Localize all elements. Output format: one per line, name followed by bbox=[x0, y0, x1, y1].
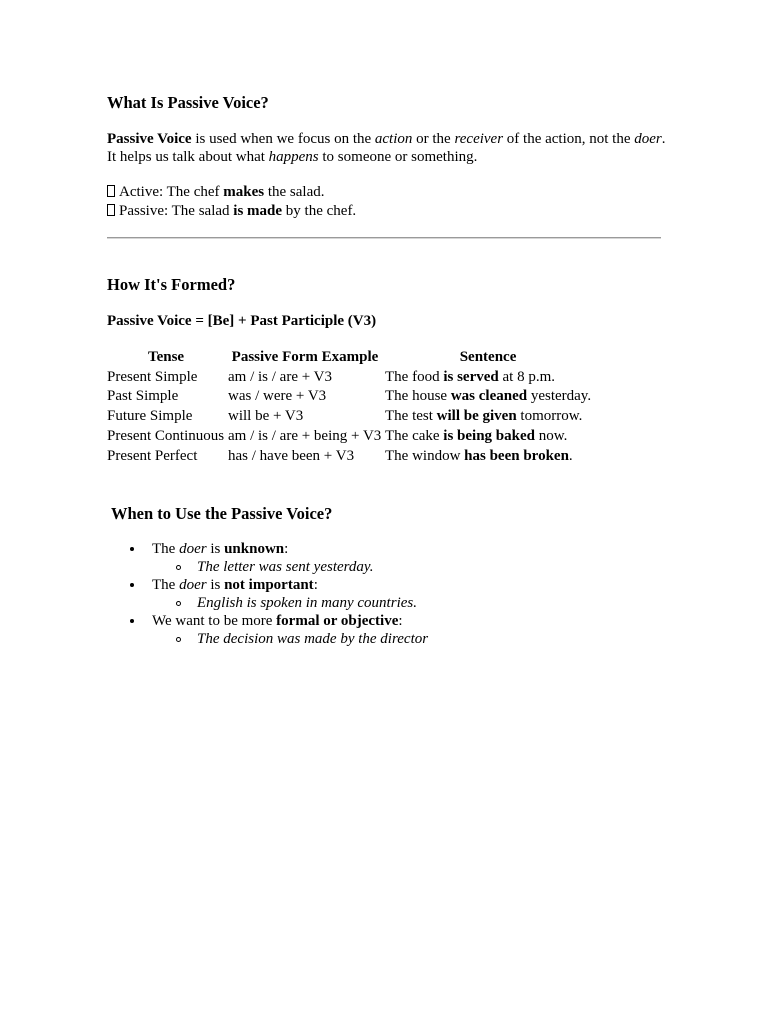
cell-form: am / is / are + being + V3 bbox=[228, 427, 382, 444]
table-row bbox=[106, 387, 593, 407]
intro-text: is used when we focus on the bbox=[191, 131, 375, 147]
intro-text: or the bbox=[412, 131, 455, 147]
header-sentence: Sentence bbox=[459, 349, 517, 365]
table-row bbox=[106, 447, 593, 467]
passive-verb: is made bbox=[233, 203, 283, 219]
sub-list-item: The letter was sent yesterday. bbox=[152, 558, 670, 576]
active-prefix: Active: The chef bbox=[119, 184, 224, 200]
intro-paragraph bbox=[107, 130, 667, 166]
term-passive-voice: Passive Voice bbox=[107, 131, 192, 147]
usage-list bbox=[110, 540, 670, 648]
sentence-pre: The test bbox=[385, 408, 437, 425]
bullet-text: : bbox=[398, 613, 403, 629]
cell-form: am / is / are + V3 bbox=[228, 368, 332, 385]
active-example bbox=[107, 183, 325, 201]
sentence-post: . bbox=[568, 447, 573, 464]
bullet-text: is bbox=[206, 577, 225, 593]
bullet-strong: formal or objective bbox=[276, 613, 399, 629]
bullet-text: is bbox=[206, 541, 225, 557]
missing-glyph-box-icon bbox=[107, 185, 115, 197]
intro-em-happens: happens bbox=[268, 149, 319, 165]
passive-suffix: by the chef. bbox=[282, 203, 357, 219]
header-passive-form: Passive Form Example bbox=[231, 349, 379, 365]
list-item bbox=[110, 576, 670, 612]
bullet-em: doer bbox=[179, 541, 207, 557]
cell-sentence bbox=[384, 407, 593, 427]
bullet-text: : bbox=[284, 541, 289, 557]
list-item bbox=[110, 612, 670, 648]
cell-form: will be + V3 bbox=[228, 408, 304, 425]
bullet-strong: not important bbox=[224, 577, 314, 593]
cell-tense: Past Simple bbox=[107, 388, 179, 405]
active-suffix: the salad. bbox=[264, 184, 325, 200]
missing-glyph-box-icon bbox=[107, 204, 115, 216]
heading-when-to-use: When to Use the Passive Voice? bbox=[111, 504, 333, 523]
cell-tense: Present Continuous bbox=[107, 427, 225, 444]
table-row bbox=[106, 427, 593, 447]
active-verb: makes bbox=[223, 184, 265, 200]
sub-list-item: The decision was made by the director bbox=[152, 630, 670, 648]
sentence-pre: The window bbox=[385, 447, 465, 464]
cell-form: has / have been + V3 bbox=[228, 447, 355, 464]
sentence-verb: has been broken bbox=[464, 447, 569, 464]
list-item bbox=[110, 540, 670, 576]
sentence-post: at 8 p.m. bbox=[498, 368, 555, 385]
bullet-text: The bbox=[152, 577, 180, 593]
heading-what-is-passive-voice: What Is Passive Voice? bbox=[107, 93, 269, 112]
cell-tense: Present Simple bbox=[107, 368, 198, 385]
sub-list bbox=[152, 594, 670, 612]
sub-list-item: English is spoken in many countries. bbox=[152, 594, 670, 612]
intro-text: to someone or something. bbox=[318, 149, 478, 165]
tense-table bbox=[106, 348, 593, 466]
cell-tense: Present Perfect bbox=[107, 447, 198, 464]
sentence-pre: The house bbox=[385, 388, 451, 405]
header-tense: Tense bbox=[147, 349, 185, 365]
cell-sentence bbox=[384, 427, 593, 447]
cell-sentence bbox=[384, 387, 593, 407]
sentence-pre: The cake bbox=[385, 427, 444, 444]
sentence-verb: is served bbox=[443, 368, 499, 385]
cell-sentence bbox=[384, 368, 593, 388]
sub-list bbox=[152, 630, 670, 648]
cell-sentence bbox=[384, 447, 593, 467]
sentence-verb: was cleaned bbox=[450, 388, 528, 405]
horizontal-rule bbox=[107, 237, 661, 239]
bullet-text: The bbox=[152, 541, 180, 557]
sentence-verb: will be given bbox=[436, 408, 517, 425]
table-row bbox=[106, 407, 593, 427]
sentence-post: tomorrow. bbox=[516, 408, 583, 425]
sentence-post: now. bbox=[535, 427, 568, 444]
sentence-post: yesterday. bbox=[527, 388, 592, 405]
intro-em-action: action bbox=[374, 131, 413, 147]
passive-prefix: Passive: The salad bbox=[119, 203, 234, 219]
passive-example bbox=[107, 202, 356, 220]
table-header-row bbox=[106, 348, 593, 368]
table-row bbox=[106, 368, 593, 388]
bullet-text: We want to be more bbox=[152, 613, 277, 629]
bullet-em: doer bbox=[179, 577, 207, 593]
bullet-strong: unknown bbox=[224, 541, 285, 557]
heading-how-its-formed: How It's Formed? bbox=[107, 275, 236, 294]
cell-tense: Future Simple bbox=[107, 408, 193, 425]
bullet-text: : bbox=[313, 577, 318, 593]
sentence-pre: The food bbox=[385, 368, 444, 385]
passive-formula: Passive Voice = [Be] + Past Participle (V3) bbox=[107, 313, 377, 329]
sentence-verb: is being baked bbox=[443, 427, 535, 444]
intro-text: . It helps us talk about what bbox=[107, 131, 666, 165]
intro-em-receiver: receiver bbox=[454, 131, 504, 147]
cell-form: was / were + V3 bbox=[228, 388, 327, 405]
intro-text: of the action, not the bbox=[503, 131, 635, 147]
sub-list bbox=[152, 558, 670, 576]
intro-em-doer: doer bbox=[634, 131, 662, 147]
